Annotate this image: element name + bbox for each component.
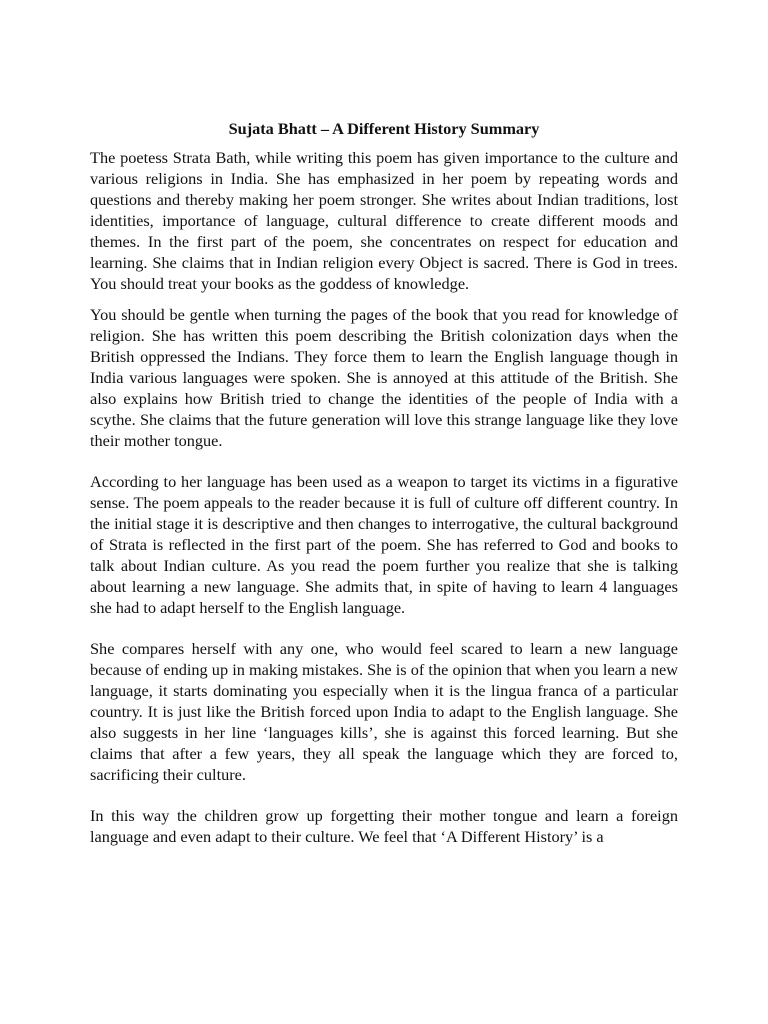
paragraph-3: According to her language has been used as a weapon to target its victims in a figurative sense. The poem appeals to the reader because it is full of culture off different country. In the initial stage it is descriptive and then changes to interrogative, the cultural background of Strata is reflected in the first part of the poem. She has referred to God and books to talk about Indian culture. As you read the poem further you realize that she is talking about learning a new language. She admits that, in spite of having to learn 4 languages she had to adapt herself to the English language. (90, 472, 678, 617)
paragraph-2: You should be gentle when turning the pages of the book that you read for knowledge of religion. She has written this poem describing the British colonization days when the British oppressed the Indians. They force them to learn the English language though in India various languages were spoken. She is annoyed at this attitude of the British. She also explains how British tried to change the identities of the people of India with a scythe. She claims that the future generation will love this strange language like they love their mother tongue. (90, 305, 678, 450)
paragraph-4: She compares herself with any one, who would feel scared to learn a new language because of ending up in making mistakes. She is of the opinion that when you learn a new language, it starts dominating you especially when it is the lingua franca of a particular country. It is just like the British forced upon India to adapt to the English language. She also suggests in her line ‘languages kills’, she is against this forced learning. But she claims that after a few years, they all speak the language which they are forced to, sacrificing their culture. (90, 639, 678, 784)
paragraph-5: In this way the children grow up forgetting their mother tongue and learn a foreign language and even adapt to their culture. We feel that ‘A Different History’ is a (90, 806, 678, 846)
document-page (90, 118, 678, 847)
paragraph-1: The poetess Strata Bath, while writing this poem has given importance to the culture and various religions in India. She has emphasized in her poem by repeating words and questions and thereby making her poem stronger. She writes about Indian traditions, lost identities, importance of language, cultural difference to create different moods and themes. In the first part of the poem, she concentrates on respect for education and learning. She claims that in Indian religion every Object is sacred. There is God in trees. You should treat your books as the goddess of knowledge. (90, 148, 678, 293)
document-title: Sujata Bhatt – A Different History Summary (228, 119, 540, 138)
